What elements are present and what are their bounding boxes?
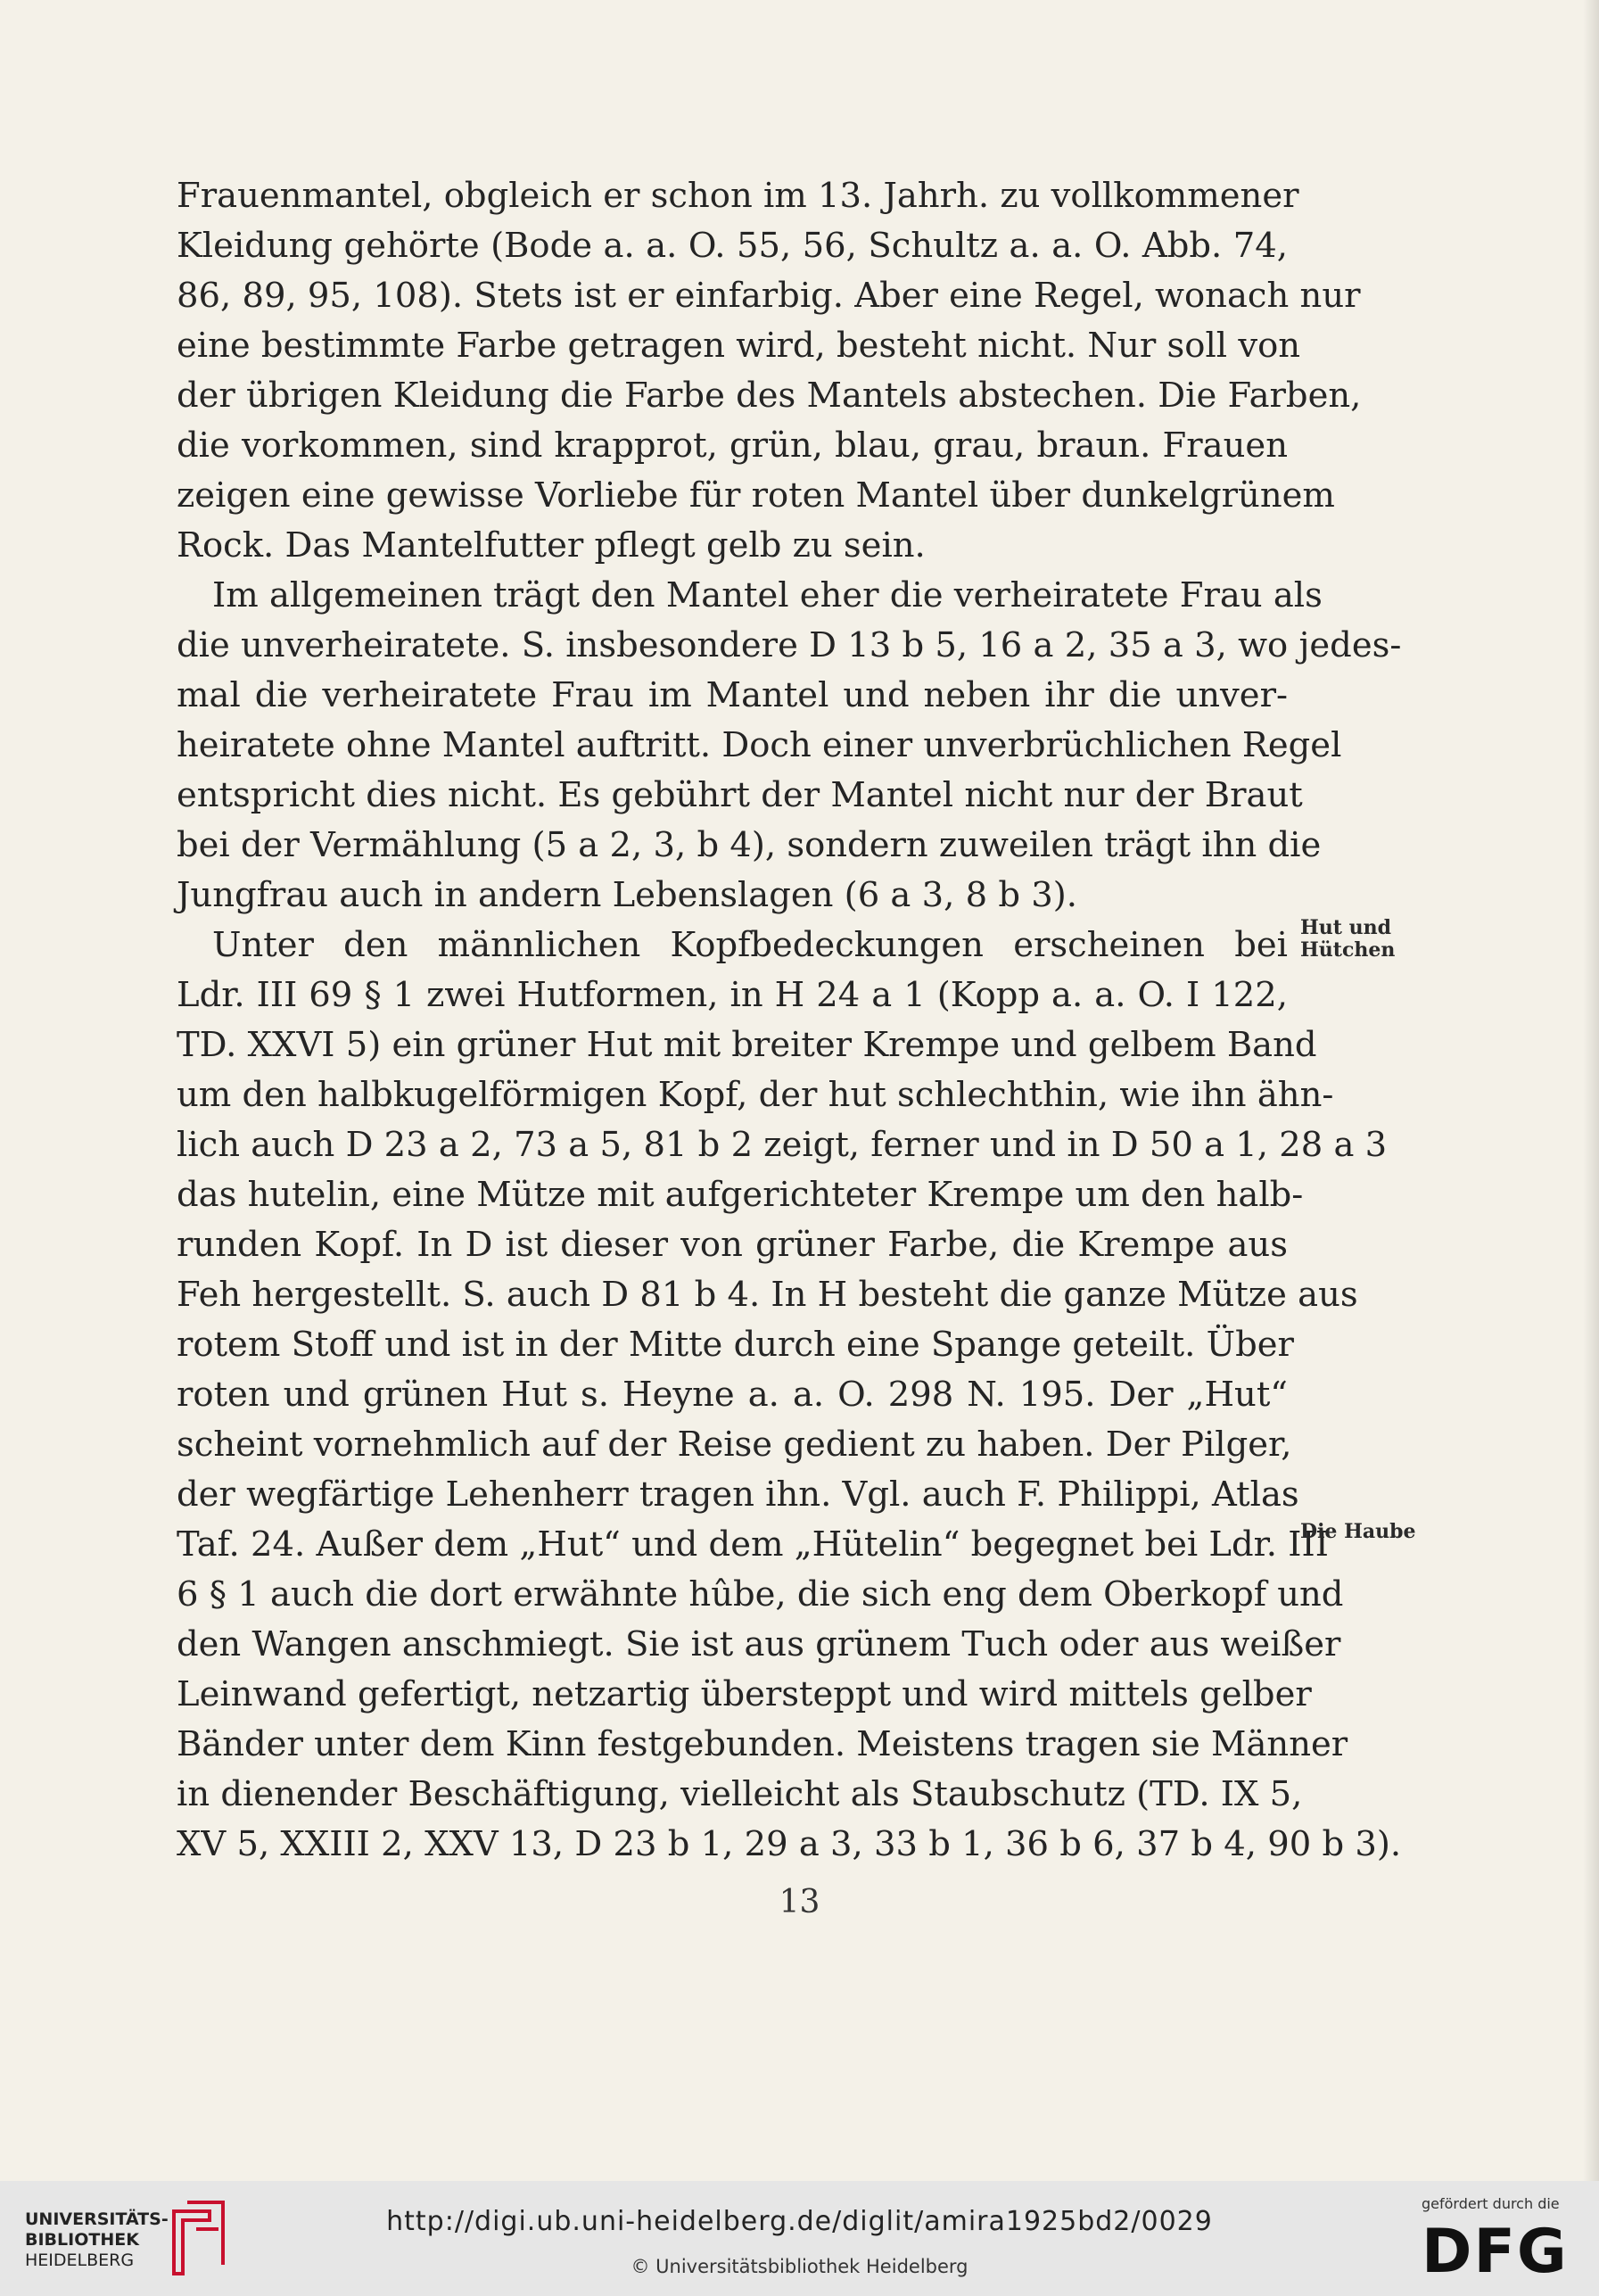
library-name-line3: HEIDELBERG	[25, 2251, 135, 2270]
text-line: runden Kopf. In D ist dieser von grüner Farbe, die Krempe aus	[177, 1225, 1288, 1265]
text-line: Jungfrau auch in andern Lebenslagen (6 a 3, 8 b 3).	[177, 875, 1077, 915]
copyright-text: © Universitätsbibliothek Heidelberg	[631, 2256, 968, 2277]
footer-bar	[0, 2181, 1599, 2296]
text-line: Unter den männlichen Kopfbedeckungen erscheinen bei	[212, 925, 1288, 965]
library-name-line2: BIBLIOTHEK	[25, 2230, 139, 2250]
text-line: Taf. 24. Außer dem „Hut“ und dem „Hütelin“ begegnet bei Ldr. III	[177, 1524, 1329, 1565]
text-line: entspricht dies nicht. Es gebührt der Mantel nicht nur der Braut	[177, 775, 1303, 815]
margin-note-hut	[1300, 917, 1395, 962]
text-line: lich auch D 23 a 2, 73 a 5, 81 b 2 zeigt, ferner und in D 50 a 1, 28 a 3	[177, 1125, 1388, 1165]
text-line: in dienender Beschäftigung, vielleicht als Staubschutz (TD. IX 5,	[177, 1774, 1303, 1814]
text-line: Kleidung gehörte (Bode a. a. O. 55, 56, Schultz a. a. O. Abb. 74,	[177, 226, 1288, 266]
text-line: roten und grünen Hut s. Heyne a. a. O. 298 N. 195. Der „Hut“	[177, 1375, 1288, 1415]
text-line: der wegfärtige Lehenherr tragen ihn. Vgl. auch F. Philippi, Atlas	[177, 1474, 1299, 1515]
text-line: 6 § 1 auch die dort erwähnte hûbe, die sich eng dem Oberkopf und	[177, 1574, 1344, 1615]
text-line: Leinwand gefertigt, netzartig übersteppt und wird mittels gelber	[177, 1674, 1312, 1714]
margin-note-haube: Die Haube	[1300, 1520, 1416, 1543]
page-number: 13	[779, 1884, 820, 1920]
library-name-line1: UNIVERSITÄTS-	[25, 2209, 169, 2229]
text-line: Ldr. III 69 § 1 zwei Hutformen, in H 24 a 1 (Kopp a. a. O. I 122,	[177, 975, 1288, 1015]
text-line: Rock. Das Mantelfutter pflegt gelb zu sein.	[177, 525, 926, 566]
text-line: Frauenmantel, obgleich er schon im 13. Jahrh. zu vollkommener	[177, 176, 1299, 216]
page-url-link[interactable]: http://digi.ub.uni-heidelberg.de/diglit/amira1925bd2/0029	[386, 2206, 1213, 2237]
text-line: heiratete ohne Mantel auftritt. Doch einer unverbrüchlichen Regel	[177, 725, 1342, 765]
text-line: scheint vornehmlich auf der Reise gedient zu haben. Der Pilger,	[177, 1425, 1292, 1465]
dfg-logo[interactable]: DFG	[1422, 2217, 1569, 2287]
funding-label: gefördert durch die	[1422, 2195, 1560, 2212]
text-line: Bänder unter dem Kinn festgebunden. Meistens tragen sie Männer	[177, 1724, 1348, 1764]
text-line: Im allgemeinen trägt den Mantel eher die verheiratete Frau als	[212, 575, 1323, 615]
margin-note-hut-line2: Hütchen	[1300, 938, 1396, 962]
text-line: TD. XXVI 5) ein grüner Hut mit breiter Krempe und gelbem Band	[177, 1025, 1317, 1065]
text-line: bei der Vermählung (5 a 2, 3, b 4), sondern zuweilen trägt ihn die	[177, 825, 1322, 865]
text-line: der übrigen Kleidung die Farbe des Mantels abstechen. Die Farben,	[177, 376, 1362, 416]
text-line: um den halbkugelförmigen Kopf, der hut schlechthin, wie ihn ähn-	[177, 1075, 1334, 1115]
text-line: den Wangen anschmiegt. Sie ist aus grünem Tuch oder aus weißer	[177, 1624, 1341, 1664]
text-line: das hutelin, eine Mütze mit aufgerichteter Krempe um den halb-	[177, 1175, 1304, 1215]
text-line: eine bestimmte Farbe getragen wird, besteht nicht. Nur soll von	[177, 326, 1301, 366]
text-line: Feh hergestellt. S. auch D 81 b 4. In H besteht die ganze Mütze aus	[177, 1275, 1358, 1315]
text-line: mal die verheiratete Frau im Mantel und neben ihr die unver-	[177, 675, 1288, 715]
text-line: die vorkommen, sind krapprot, grün, blau, grau, braun. Frauen	[177, 425, 1288, 466]
text-line: XV 5, XXIII 2, XXV 13, D 23 b 1, 29 a 3, 33 b 1, 36 b 6, 37 b 4, 90 b 3).	[177, 1824, 1402, 1864]
margin-note-hut-line1: Hut und	[1300, 916, 1391, 939]
text-line: 86, 89, 95, 108). Stets ist er einfarbig. Aber eine Regel, wonach nur	[177, 276, 1361, 316]
text-line: die unverheiratete. S. insbesondere D 13 b 5, 16 a 2, 35 a 3, wo jedes-	[177, 625, 1402, 665]
text-line: rotem Stoff und ist in der Mitte durch eine Spange geteilt. Über	[177, 1325, 1294, 1365]
text-line: zeigen eine gewisse Vorliebe für roten Mantel über dunkelgrünem	[177, 475, 1335, 516]
